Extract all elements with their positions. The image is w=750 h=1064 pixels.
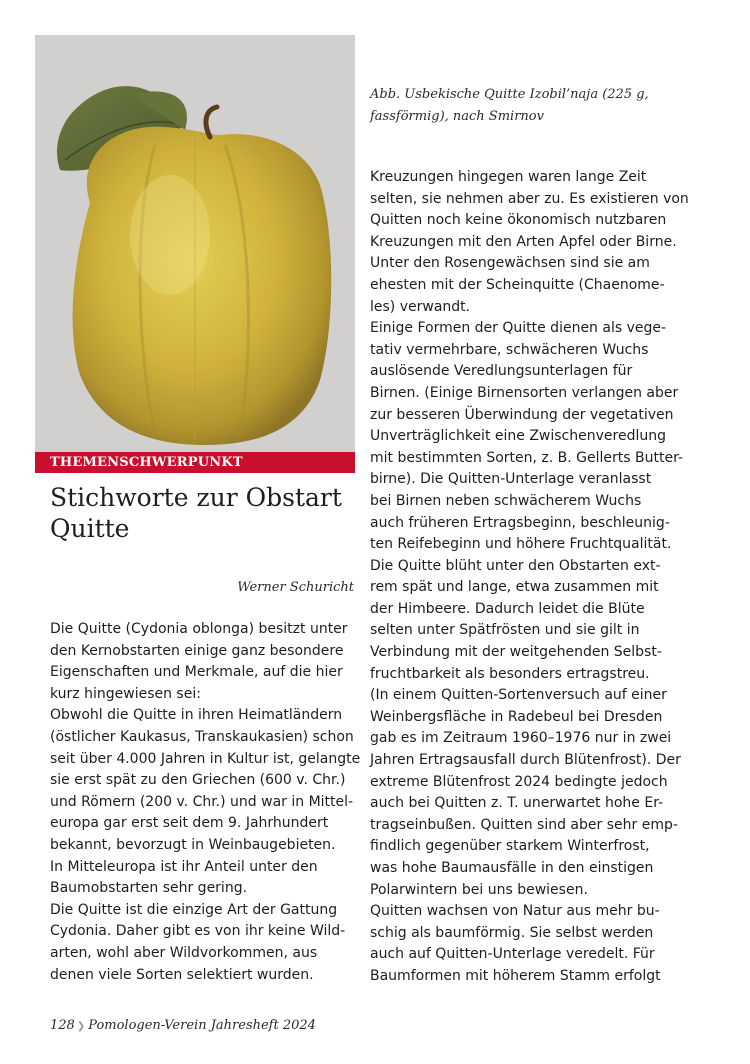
text-line: arten, wohl aber Wildvorkommen, aus [50,944,318,961]
text-line: mit bestimmten Sorten, z. B. Gellerts Butter- [370,449,684,466]
text-line: les) verwandt. [370,298,471,315]
text-line: Quitten noch keine ökonomisch nutzbaren [370,212,667,229]
caption-line: Abb. Usbekische Quitte Izobil’naja (225 g, [370,87,649,102]
text-line: sie erst spät zu den Griechen (600 v. Chr.) [50,772,346,789]
text-line: der Himbeere. Dadurch leidet die Blüte [370,600,645,617]
right-text-column [370,167,700,988]
text-line: tativ vermehrbare, schwächeren Wuchs [370,341,649,358]
text-line: auch früheren Ertragsbeginn, beschleunig- [370,514,670,531]
page-number: 128 [50,1018,75,1033]
text-line: Birnen. (Einige Birnensorten verlangen aber [370,384,679,401]
text-line: fruchtbarkeit als besonders ertragstreu. [370,665,650,682]
text-line: (östlicher Kaukasus, Transkaukasien) schon [50,728,354,745]
text-line: gab es im Zeitraum 1960–1976 nur in zwei [370,730,672,747]
text-line: und Römern (200 v. Chr.) und war in Mittel- [50,793,354,810]
text-line: Unter den Rosengewächsen sind sie am [370,255,650,272]
text-line: schig als baumförmig. Sie selbst werden [370,924,654,941]
text-line: Baumformen mit höherem Stamm erfolgt [370,967,661,984]
left-text-column [50,619,360,986]
title-line: Quitte [50,514,130,543]
text-line: was hohe Baumausfälle in den einstigen [370,860,654,876]
text-line: Die Quitte blüht unter den Obstarten ext- [370,557,661,574]
text-line: Kreuzungen mit den Arten Apfel oder Birne. [370,233,677,250]
text-line: Weinbergsfläche in Radebeul bei Dresden [370,708,663,725]
text-line: Jahren Ertragsausfall durch Blütenfrost). Der [370,752,681,769]
quince-illustration [35,35,355,452]
publication-name: Pomologen-Verein Jahresheft 2024 [88,1018,316,1033]
text-line: seit über 4.000 Jahren in Kultur ist, gelangte [50,750,361,767]
text-line: Unverträglichkeit eine Zwischenveredlung [370,428,666,445]
text-line: rem spät und lange, etwa zusammen mit [370,579,659,596]
text-line: Cydonia. Daher gibt es von ihr keine Wild- [50,923,346,940]
text-line: Obwohl die Quitte in ihren Heimatländern [50,707,343,724]
caption-line: fassförmig), nach Smirnov [370,109,544,124]
author-name: Werner Schuricht [237,580,354,595]
text-line: Verbindung mit der weitgehenden Selbst- [370,644,662,661]
text-line: Polarwintern bei uns bewiesen. [370,881,588,898]
text-line: tragseinbußen. Quitten sind aber sehr emp- [370,816,678,833]
text-line: bekannt, bevorzugt in Weinbaugebieten. [50,836,336,853]
text-line: ehesten mit der Scheinquitte (Chaenome- [370,276,665,293]
text-line: zur besseren Überwindung der vegetativen [370,406,674,423]
section-tag: THEMENSCHWERPUNKT [35,452,355,473]
text-line: Die Quitte ist die einzige Art der Gattung [50,901,338,918]
text-line: Die Quitte (Cydonia oblonga) besitzt unter [50,621,348,637]
text-line: Baumobstarten sehr gering. [50,880,248,897]
text-line: selten unter Spätfrösten und sie gilt in [370,622,640,639]
separator-icon: ❯ [76,1021,86,1032]
text-line: Eigenschaften und Merkmale, auf die hier [50,664,343,681]
text-line: (In einem Quitten-Sortenversuch auf einer [370,687,667,704]
text-line: ten Reifebeginn und höhere Fruchtqualität. [370,536,672,553]
text-line: auslösende Veredlungsunterlagen für [370,363,633,380]
text-line: auch auf Quitten-Unterlage veredelt. Für [370,946,655,963]
text-line: Kreuzungen hingegen waren lange Zeit [370,169,647,185]
text-line: findlich gegenüber starkem Winterfrost, [370,838,650,855]
text-line: den Kernobstarten einige ganz besondere [50,642,344,659]
text-line: denen viele Sorten selektiert wurden. [50,966,314,983]
text-line: Einige Formen der Quitte dienen als vege- [370,320,667,337]
text-line: bei Birnen neben schwächerem Wuchs [370,492,642,509]
title-line: Stichworte zur Obstart [50,483,342,512]
page-footer [50,1017,316,1035]
text-line: extreme Blütenfrost 2024 bedingte jedoch [370,773,668,790]
text-line: selten, sie nehmen aber zu. Es existieren von [370,190,689,207]
text-line: kurz hingewiesen sei: [50,685,201,702]
text-line: Quitten wachsen von Natur aus mehr bu- [370,903,660,920]
text-line: birne). Die Quitten-Unterlage veranlasst [370,471,652,488]
figure-caption [370,84,700,128]
article-title [50,482,355,544]
text-line: europa gar erst seit dem 9. Jahrhundert [50,815,329,832]
text-line: In Mitteleuropa ist ihr Anteil unter den [50,858,318,875]
text-line: auch bei Quitten z. T. unerwartet hohe Er- [370,795,664,812]
